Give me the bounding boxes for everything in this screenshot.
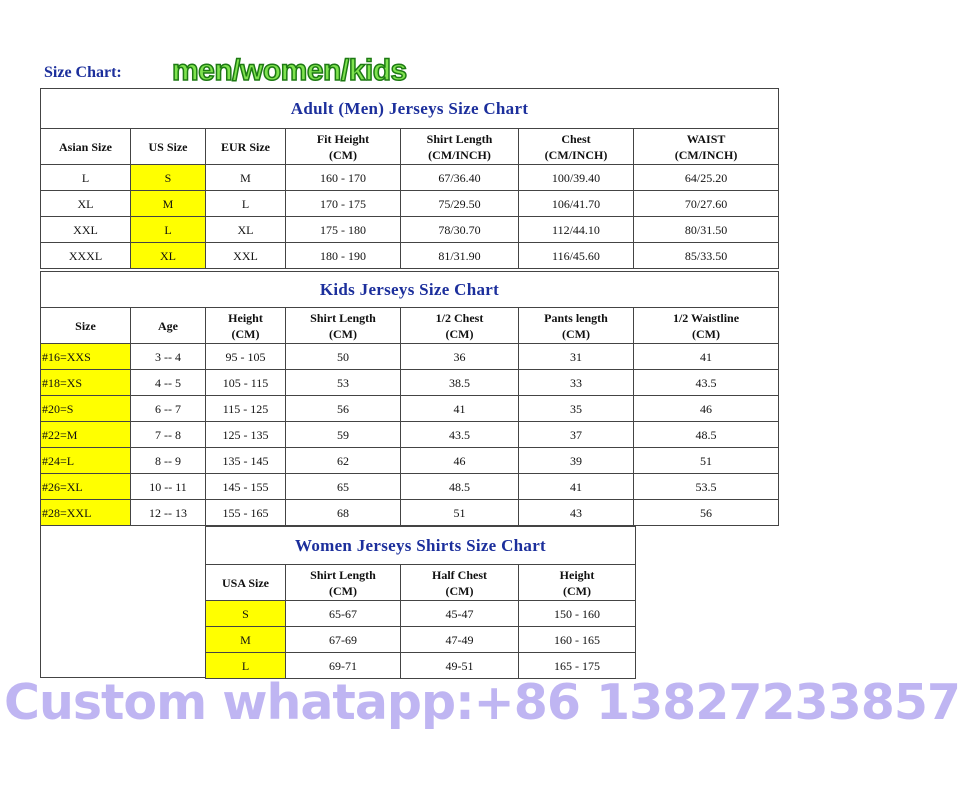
women-table-title: Women Jerseys Shirts Size Chart [206,527,636,565]
contact-watermark: Custom whatapp:+86 13827233857 [4,674,960,731]
table-cell: S [206,601,286,627]
table-cell: #28=XXL [41,500,131,526]
table-cell: #20=S [41,396,131,422]
table-cell: 8 -- 9 [131,448,206,474]
table-cell: XL [206,217,286,243]
table-cell: 12 -- 13 [131,500,206,526]
table-cell: #22=M [41,422,131,448]
table-row [41,165,779,191]
table-cell: 56 [286,396,401,422]
table-cell: #16=XXS [41,344,131,370]
column-header: Shirt Length (CM) [286,308,401,344]
table-cell: 160 - 170 [286,165,401,191]
table-cell: 62 [286,448,401,474]
table-cell: XXL [41,217,131,243]
table-cell: 80/31.50 [634,217,779,243]
column-header: US Size [131,129,206,165]
table-cell: 7 -- 8 [131,422,206,448]
table-cell: 3 -- 4 [131,344,206,370]
table-cell: 48.5 [634,422,779,448]
table-cell: L [41,165,131,191]
kids-size-table [40,271,779,526]
table-cell: 116/45.60 [519,243,634,269]
table-cell: 68 [286,500,401,526]
table-cell: #24=L [41,448,131,474]
table-cell: 41 [519,474,634,500]
table-cell: 33 [519,370,634,396]
table-cell: S [131,165,206,191]
table-cell: XL [41,191,131,217]
table-cell: 36 [401,344,519,370]
table-row [41,396,779,422]
table-cell: 69-71 [286,653,401,679]
table-cell: 46 [401,448,519,474]
column-header: Chest (CM/INCH) [519,129,634,165]
table-cell: 31 [519,344,634,370]
table-cell: XXL [206,243,286,269]
adult-size-table [40,88,779,269]
table-cell: M [206,627,286,653]
table-cell: XL [131,243,206,269]
blank-area [40,526,205,678]
column-header: Height (CM) [206,308,286,344]
table-cell: 160 - 165 [519,627,636,653]
table-cell: 50 [286,344,401,370]
table-cell: 10 -- 11 [131,474,206,500]
size-chart-label: Size Chart: [44,64,122,81]
table-cell: 48.5 [401,474,519,500]
audience-heading: men/women/kids [172,54,407,87]
table-row [41,344,779,370]
column-header: Height (CM) [519,565,636,601]
table-cell: 106/41.70 [519,191,634,217]
table-cell: 46 [634,396,779,422]
table-cell: 43 [519,500,634,526]
table-row [41,217,779,243]
table-cell: 165 - 175 [519,653,636,679]
table-cell: M [206,165,286,191]
table-cell: 78/30.70 [401,217,519,243]
table-cell: 170 - 175 [286,191,401,217]
table-cell: 4 -- 5 [131,370,206,396]
column-header: WAIST (CM/INCH) [634,129,779,165]
table-cell: 49-51 [401,653,519,679]
table-cell: 56 [634,500,779,526]
table-row [41,500,779,526]
table-cell: M [131,191,206,217]
adult-table-title: Adult (Men) Jerseys Size Chart [41,89,779,129]
table-row [206,627,636,653]
column-header: Size [41,308,131,344]
table-row [41,243,779,269]
table-cell: 53.5 [634,474,779,500]
table-cell: 150 - 160 [519,601,636,627]
table-cell: 43.5 [634,370,779,396]
column-header: Pants length (CM) [519,308,634,344]
table-cell: 70/27.60 [634,191,779,217]
table-cell: 125 - 135 [206,422,286,448]
table-cell: 41 [401,396,519,422]
table-cell: 65-67 [286,601,401,627]
table-cell: 59 [286,422,401,448]
column-header: Shirt Length (CM) [286,565,401,601]
table-cell: 145 - 155 [206,474,286,500]
table-cell: #18=XS [41,370,131,396]
table-cell: 41 [634,344,779,370]
table-cell: 38.5 [401,370,519,396]
column-header: Fit Height (CM) [286,129,401,165]
table-cell: 155 - 165 [206,500,286,526]
table-cell: 53 [286,370,401,396]
table-cell: 75/29.50 [401,191,519,217]
table-row [41,422,779,448]
table-cell: 51 [401,500,519,526]
table-cell: 100/39.40 [519,165,634,191]
table-cell: 51 [634,448,779,474]
table-cell: 65 [286,474,401,500]
table-cell: 45-47 [401,601,519,627]
table-row [41,191,779,217]
women-size-table [205,526,636,679]
column-header: Half Chest (CM) [401,565,519,601]
column-header: 1/2 Waistline (CM) [634,308,779,344]
table-row [206,601,636,627]
table-cell: 35 [519,396,634,422]
column-header: Asian Size [41,129,131,165]
table-row [41,448,779,474]
table-cell: XXXL [41,243,131,269]
table-cell: 175 - 180 [286,217,401,243]
table-cell: 47-49 [401,627,519,653]
column-header: 1/2 Chest (CM) [401,308,519,344]
table-cell: #26=XL [41,474,131,500]
table-cell: 39 [519,448,634,474]
column-header: EUR Size [206,129,286,165]
table-cell: 6 -- 7 [131,396,206,422]
table-cell: 85/33.50 [634,243,779,269]
column-header: Age [131,308,206,344]
table-row [41,370,779,396]
table-cell: 64/25.20 [634,165,779,191]
table-cell: 67-69 [286,627,401,653]
table-cell: L [131,217,206,243]
table-cell: 67/36.40 [401,165,519,191]
table-cell: 115 - 125 [206,396,286,422]
table-cell: 43.5 [401,422,519,448]
table-cell: 81/31.90 [401,243,519,269]
kids-table-title: Kids Jerseys Size Chart [41,272,779,308]
table-cell: 105 - 115 [206,370,286,396]
table-cell: 112/44.10 [519,217,634,243]
table-cell: L [206,653,286,679]
column-header: USA Size [206,565,286,601]
table-cell: 37 [519,422,634,448]
table-cell: 135 - 145 [206,448,286,474]
column-header: Shirt Length (CM/INCH) [401,129,519,165]
table-cell: 95 - 105 [206,344,286,370]
table-cell: 180 - 190 [286,243,401,269]
table-row [41,474,779,500]
table-cell: L [206,191,286,217]
